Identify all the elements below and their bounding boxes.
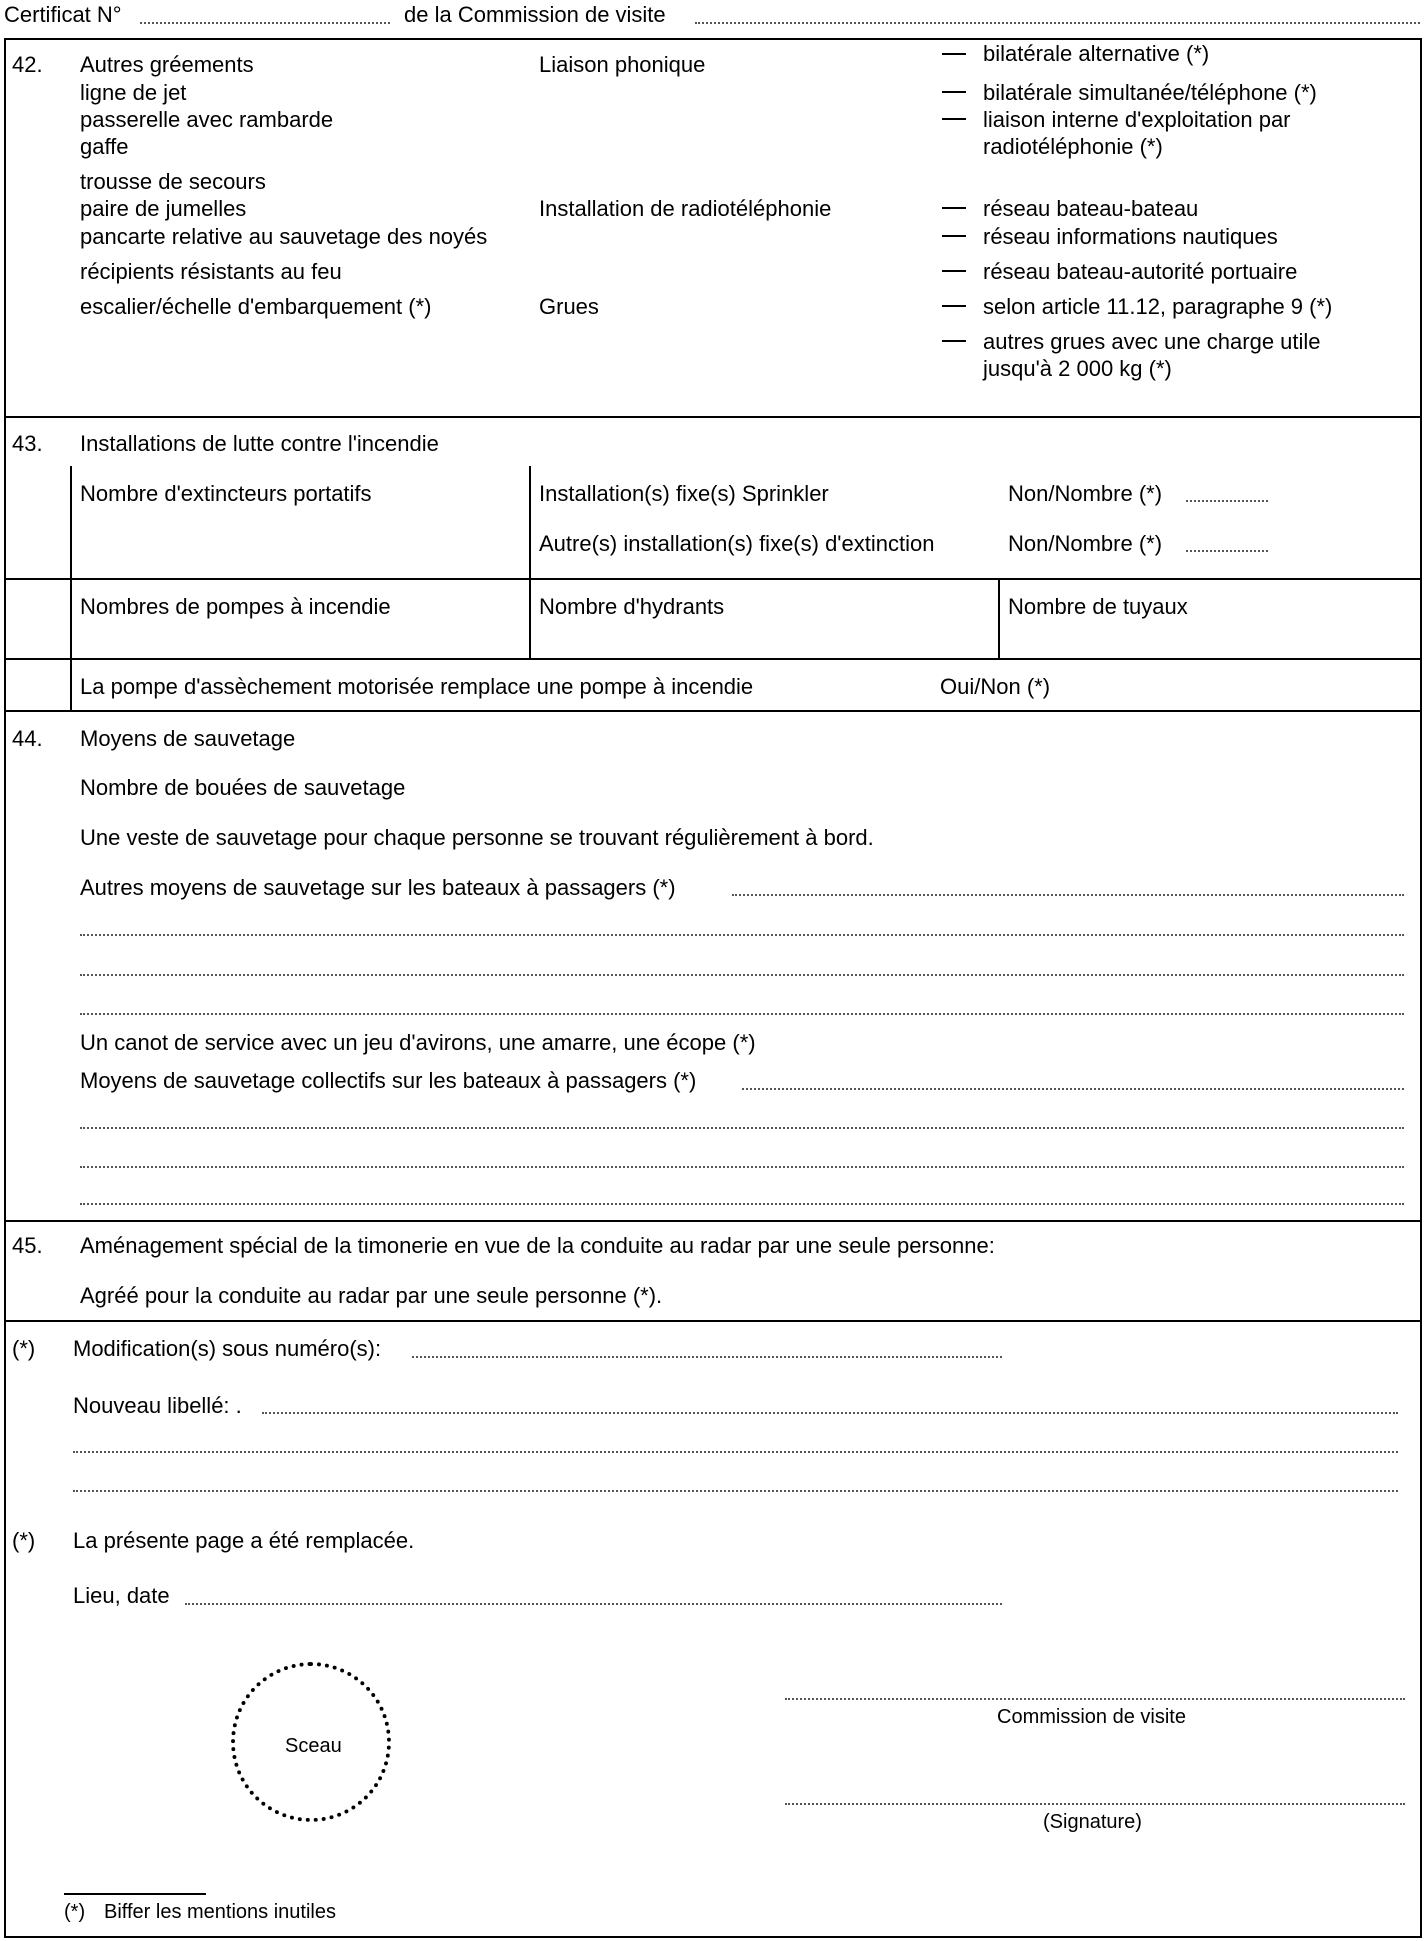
divider-43-44 — [4, 710, 1422, 712]
hydrants-label: Nombre d'hydrants — [539, 594, 725, 619]
section-45-title: Aménagement spécial de la timonerie en vue de la conduite au radar par une seule personne: — [80, 1233, 995, 1258]
option-selon-article: selon article 11.12, paragraphe 9 (*) — [983, 294, 1333, 319]
dash-icon — [942, 91, 966, 93]
recipients: récipients résistants au feu — [80, 259, 342, 284]
autres-installations-label: Autre(s) installation(s) fixe(s) d'extinction — [539, 531, 935, 556]
collectifs-dots[interactable] — [742, 1088, 1404, 1090]
option-bilaterale-simultanee: bilatérale simultanée/téléphone (*) — [983, 80, 1317, 105]
dash-icon — [942, 53, 966, 55]
modification-asterisk: (*) — [12, 1336, 36, 1361]
gaffe: gaffe — [80, 134, 129, 159]
option-liaison-interne-2: radiotéléphonie (*) — [983, 134, 1163, 159]
escalier-echelle: escalier/échelle d'embarquement (*) — [80, 294, 432, 319]
autres-installations-non-nombre: Non/Nombre (*) — [1008, 531, 1163, 556]
pompes-label: Nombres de pompes à incendie — [80, 594, 391, 619]
lieu-date-dots[interactable] — [185, 1603, 1002, 1605]
commission-label: de la Commission de visite — [404, 2, 666, 27]
signature-dots[interactable] — [785, 1803, 1405, 1805]
sprinkler-label: Installation(s) fixe(s) Sprinkler — [539, 481, 829, 506]
frame-bottom — [4, 1936, 1422, 1938]
collectifs-line-2[interactable] — [80, 1127, 1404, 1129]
nouveau-libelle-line-2[interactable] — [73, 1451, 1398, 1453]
tuyaux-label: Nombre de tuyaux — [1008, 594, 1188, 619]
veste-label: Une veste de sauvetage pour chaque personne se trouvant régulièrement à bord. — [80, 825, 874, 850]
bouees-label: Nombre de bouées de sauvetage — [80, 775, 406, 800]
section-43-number: 43. — [12, 431, 43, 456]
pancarte: pancarte relative au sauvetage des noyés — [80, 224, 488, 249]
option-reseau-autorite: réseau bateau-autorité portuaire — [983, 259, 1298, 284]
table-43-mid1 — [529, 466, 531, 660]
section-45-agree: Agréé pour la conduite au radar par une seule personne (*). — [80, 1283, 663, 1308]
modification-label: Modification(s) sous numéro(s): — [73, 1336, 382, 1361]
sprinkler-non-nombre: Non/Nombre (*) — [1008, 481, 1163, 506]
passerelle: passerelle avec rambarde — [80, 107, 334, 132]
modification-dots[interactable] — [412, 1356, 1002, 1358]
option-autres-grues-1: autres grues avec une charge utile — [983, 329, 1321, 354]
autres-greements: Autres gréements — [80, 52, 254, 77]
section-45-number: 45. — [12, 1233, 43, 1258]
sprinkler-dots[interactable] — [1186, 500, 1268, 502]
footnote-text: Biffer les mentions inutiles — [104, 1901, 336, 1923]
pompe-assechement-oui-non: Oui/Non (*) — [940, 674, 1051, 699]
table-43-left-lower — [70, 658, 72, 712]
paire-de-jumelles: paire de jumelles — [80, 196, 247, 221]
pompe-assechement-label: La pompe d'assèchement motorisée remplace une pompe à incendie — [80, 674, 754, 699]
collectifs-label: Moyens de sauvetage collectifs sur les bateaux à passagers (*) — [80, 1068, 697, 1093]
certificat-label: Certificat N° — [4, 2, 122, 27]
section-42-number: 42. — [12, 52, 43, 77]
seal-label: Sceau — [285, 1735, 342, 1757]
nouveau-libelle-label: Nouveau libellé: . — [73, 1393, 242, 1418]
option-reseau-bateau: réseau bateau-bateau — [983, 196, 1199, 221]
dash-icon — [942, 235, 966, 237]
autres-moyens-line-2[interactable] — [80, 934, 1404, 936]
table-43-row2 — [4, 658, 1422, 660]
autres-moyens-line-3[interactable] — [80, 974, 1404, 976]
option-bilaterale-alternative: bilatérale alternative (*) — [983, 41, 1210, 66]
table-43-left — [70, 466, 72, 660]
autres-moyens-dots[interactable] — [732, 894, 1404, 896]
dash-icon — [942, 270, 966, 272]
dash-icon — [942, 305, 966, 307]
grues-label: Grues — [539, 294, 599, 319]
commission-signature-dots[interactable] — [785, 1698, 1405, 1700]
section-43-title: Installations de lutte contre l'incendie — [80, 431, 439, 456]
signature-label: (Signature) — [1043, 1811, 1142, 1833]
autres-installations-dots[interactable] — [1186, 550, 1268, 552]
canot-label: Un canot de service avec un jeu d'avirons, une amarre, une écope (*) — [80, 1030, 756, 1055]
frame-left — [4, 38, 6, 1938]
extincteurs-label: Nombre d'extincteurs portatifs — [80, 481, 372, 506]
autres-moyens-line-4[interactable] — [80, 1013, 1404, 1015]
nouveau-libelle-line-3[interactable] — [73, 1490, 1398, 1492]
divider-44-45 — [4, 1220, 1422, 1222]
commission-label-footer: Commission de visite — [997, 1706, 1186, 1728]
footnote-rule — [64, 1893, 206, 1895]
dash-icon — [942, 207, 966, 209]
table-43-row1 — [4, 578, 1422, 580]
ligne-de-jet: ligne de jet — [80, 80, 187, 105]
frame-top — [4, 38, 1422, 40]
option-liaison-interne-1: liaison interne d'exploitation par — [983, 107, 1291, 132]
section-44-title: Moyens de sauvetage — [80, 726, 296, 751]
dash-icon — [942, 118, 966, 120]
liaison-phonique-label: Liaison phonique — [539, 52, 706, 77]
radiotelephonie-label: Installation de radiotéléphonie — [539, 196, 832, 221]
footnote-asterisk: (*) — [64, 1901, 86, 1923]
option-reseau-info: réseau informations nautiques — [983, 224, 1278, 249]
option-autres-grues-2: jusqu'à 2 000 kg (*) — [983, 356, 1172, 381]
dash-icon — [942, 340, 966, 342]
table-43-mid2 — [998, 578, 1000, 660]
frame-right — [1420, 38, 1422, 1938]
lieu-date-label: Lieu, date — [73, 1583, 170, 1608]
certificat-number-dots[interactable] — [140, 22, 390, 24]
page-remplacee-label: La présente page a été remplacée. — [73, 1528, 415, 1553]
trousse-de-secours: trousse de secours — [80, 169, 266, 194]
nouveau-libelle-dots[interactable] — [262, 1412, 1398, 1414]
commission-dots[interactable] — [695, 22, 1420, 24]
divider-42-43 — [4, 416, 1422, 418]
collectifs-line-3[interactable] — [80, 1166, 1404, 1168]
page-remplacee-asterisk: (*) — [12, 1528, 36, 1553]
section-44-number: 44. — [12, 726, 43, 751]
collectifs-line-4[interactable] — [80, 1203, 1404, 1205]
autres-moyens-label: Autres moyens de sauvetage sur les bateaux à passagers (*) — [80, 875, 676, 900]
divider-45-footer — [4, 1320, 1422, 1322]
